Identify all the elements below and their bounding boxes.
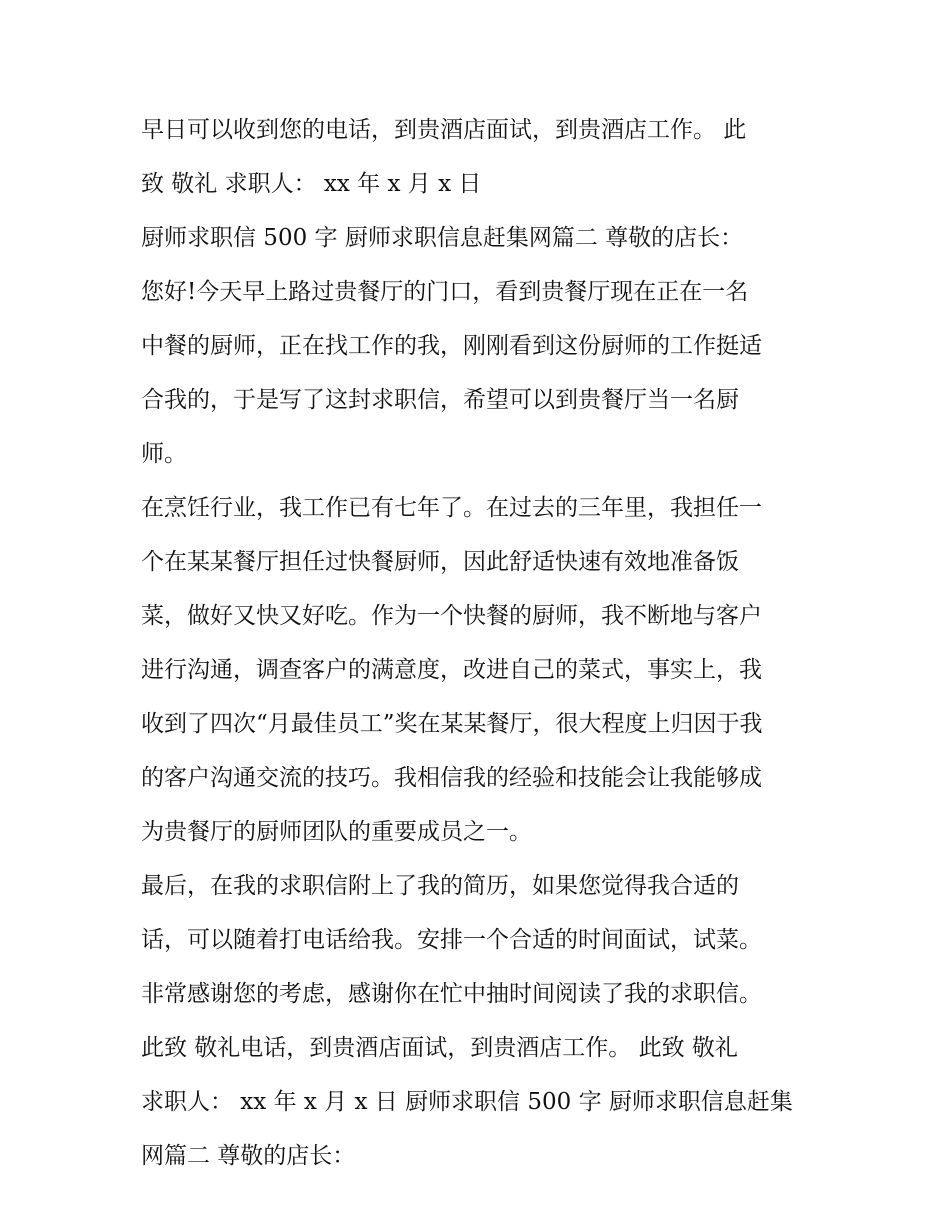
text-line-18: 此致 敬礼电话，到贵酒店面试，到贵酒店工作。 此致 敬礼 [141,1035,738,1061]
text-line-9: 个在某某餐厅担任过快餐厨师，因此舒适快速有效地准备饭 [141,549,739,575]
text-line-20: 网篇二 尊敬的店长： [141,1143,356,1169]
text-line-8: 在烹饪行业，我工作已有七年了。在过去的三年里，我担任一 [141,495,762,521]
text-line-10: 菜，做好又快又好吃。作为一个快餐的厨师，我不断地与客户 [141,603,762,629]
text-line-19: 求职人： xx 年 x 月 x 日 厨师求职信 500 字 厨师求职信息赶集 [141,1089,793,1115]
text-line-11: 进行沟通，调查客户的满意度，改进自己的菜式，事实上，我 [141,657,762,683]
text-line-15: 最后，在我的求职信附上了我的简历，如果您觉得我合适的 [141,873,739,899]
text-line-12: 收到了四次“月最佳员工”奖在某某餐厅，很大程度上归因于我 [141,711,763,737]
text-line-17: 非常感谢您的考虑，感谢你在忙中抽时间阅读了我的求职信。 [141,981,762,1007]
text-line-13: 的客户沟通交流的技巧。我相信我的经验和技能会让我能够成 [141,765,762,791]
text-line-1: 早日可以收到您的电话，到贵酒店面试，到贵酒店工作。 此 [141,117,747,143]
text-line-7: 师。 [141,441,187,467]
text-line-3: 厨师求职信 500 字 厨师求职信息赶集网篇二 尊敬的店长： [141,225,744,251]
text-line-14: 为贵餐厅的厨师团队的重要成员之一。 [141,819,532,845]
text-line-6: 合我的，于是写了这封求职信，希望可以到贵餐厅当一名厨 [141,387,739,413]
text-line-4: 您好!今天早上路过贵餐厅的门口，看到贵餐厅现在正在一名 [141,279,749,305]
text-line-16: 话，可以随着打电话给我。安排一个合适的时间面试，试菜。 [141,927,762,953]
letter-body [141,110,821,1190]
text-line-2: 致 敬礼 求职人： xx 年 x 月 x 日 [141,171,482,197]
text-line-5: 中餐的厨师，正在找工作的我，刚刚看到这份厨师的工作挺适 [141,333,762,359]
